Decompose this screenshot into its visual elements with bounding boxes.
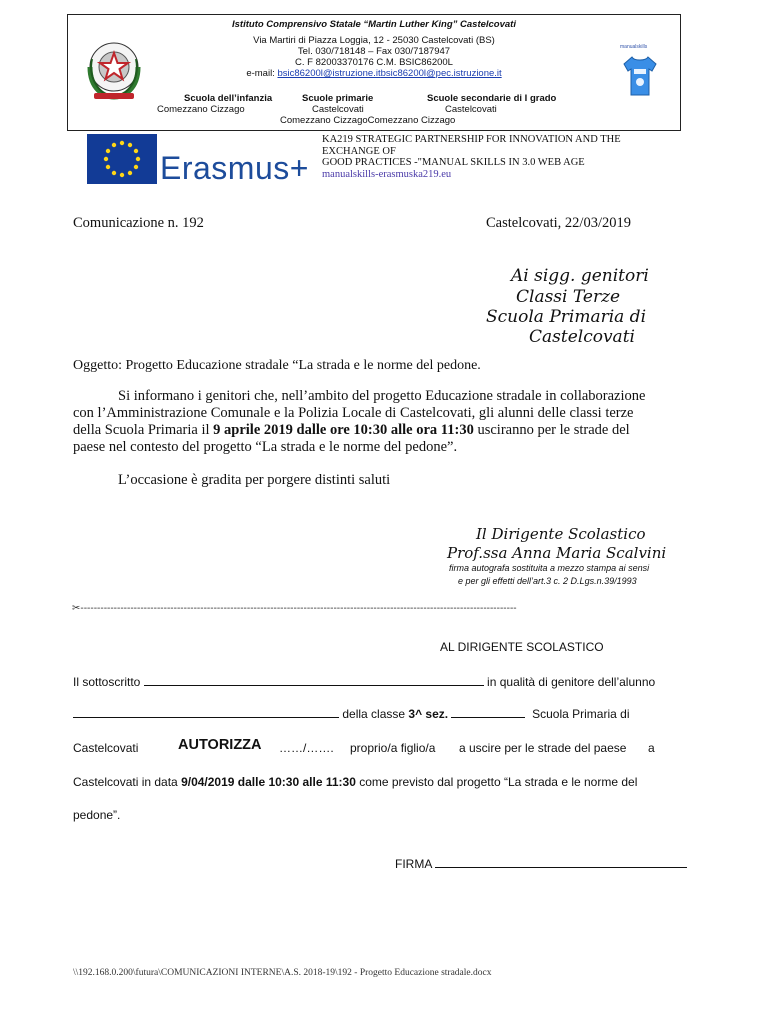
recipient-line-3: Scuola Primaria di [486,307,647,327]
paragraph-1-line-2: con l’Amministrazione Comunale e la Polizia Locale di Castelcovati, gli alunni delle classi terze [73,405,634,421]
form-l4-suffix: come previsto dal progetto “La strada e le norme del [355,775,638,789]
tshirt-logo-icon [622,55,658,97]
letter-paragraph-1 [73,388,713,456]
form-l1-suffix: in qualità di genitore dell’alunno [487,675,656,689]
erasmus-project-info [322,134,682,180]
school-email-line [68,68,680,79]
form-class-label: 3^ sez. [408,707,449,721]
form-line-1 [73,673,655,689]
erasmus-line-2: EXCHANGE OF [322,145,396,157]
school-phone: Tel. 030/718148 – Fax 030/7187947 [297,46,451,57]
erasmus-logo [87,134,157,189]
form-l3-child: proprio/a figlio/a [350,741,436,755]
parent-name-field[interactable] [144,673,484,686]
erasmus-wordmark: Erasmus+ [160,150,309,186]
student-name-field[interactable] [73,705,339,718]
primarie-location-2: Comezzano Cizzago [280,115,368,126]
form-recipient: AL DIRIGENTE SCOLASTICO [440,640,604,654]
primarie-location-1: Castelcovati [312,104,364,115]
erasmus-website-link[interactable]: manualskills-erasmuska219.eu [322,168,452,180]
oggetto: Oggetto: Progetto Educazione stradale “La strada e le norme del pedone. [73,358,481,373]
form-l3-a: a [648,741,655,755]
form-l3-choice: ……/……. [279,741,334,755]
footer-file-path: \\192.168.0.200\futura\COMUNICAZIONI INTERNE\A.S. 2018-19\192 - Progetto Educazione stradale.docx [73,968,492,978]
secondarie-title: Scuole secondarie di I grado [427,93,557,104]
closing-greeting: L’occasione è gradita per porgere distinti saluti [118,472,391,488]
paragraph-1-line-4: paese nel contesto del progetto “La strada e le norme del pedone”. [73,439,458,455]
secondarie-location-2: Comezzano Cizzago [367,115,456,126]
form-signature-line [395,855,687,871]
secondarie-location-1: Castelcovati [445,104,497,115]
eu-flag-icon [87,134,157,184]
primarie-title: Scuole primarie [302,93,374,104]
cut-line: ✂----------------------------------------------------------------------------------------------------------------------------------- [72,603,517,614]
form-l3-castelcovati: Castelcovati [73,741,139,755]
recipient-line-1: Ai sigg. genitori [511,266,649,286]
p1-line3-post: usciranno per le strade del [473,422,630,438]
signature-note-2: e per gli effetti dell’art.3 c. 2 D.Lgs.n.39/1993 [458,576,637,586]
comunicazione-number: Comunicazione n. 192 [73,215,204,231]
autorizza-label: AUTORIZZA [178,737,262,753]
signature-note-1: firma autografa sostituita a mezzo stampa ai sensi [449,563,650,573]
form-l4-label: Castelcovati in data [73,775,182,789]
recipient-line-2: Classi Terze [516,287,621,307]
recipient-line-4: Castelcovati [529,327,635,347]
event-date-time: 9 aprile 2019 dalle ore 10:30 alle ora 11:30 [213,422,474,438]
form-l2-suffix: Scuola Primaria di [532,707,630,721]
form-l4-date: 9/04/2019 dalle 10:30 alle 11:30 [181,775,356,789]
infanzia-title: Scuola dell’infanzia [184,93,273,104]
signature-title: Il Dirigente Scolastico [476,525,646,543]
form-l3-text: a uscire per le strade del paese [459,741,627,755]
infanzia-location: Comezzano Cizzago [157,104,245,115]
form-l1-label: Il sottoscritto [73,675,141,689]
firma-label: FIRMA [395,857,432,871]
pec-email-link[interactable]: bsic86200l@pec.istruzione.it [380,68,502,79]
school-address: Via Martiri di Piazza Loggia, 12 - 25030 Castelcovati (BS) [253,35,495,46]
form-line-2 [73,705,629,721]
section-field[interactable] [451,705,525,718]
signature-name: Prof.ssa Anna Maria Scalvini [447,544,667,562]
erasmus-line-1: KA219 STRATEGIC PARTNERSHIP FOR INNOVATION AND THE [322,134,621,145]
p1-line3-pre: della Scuola Primaria il [73,422,214,438]
signature-field[interactable] [435,855,687,868]
email-label: e-mail: [246,68,278,79]
school-name: Istituto Comprensivo Statale “Martin Luther King” Castelcovati [232,19,516,30]
tshirt-caption: manualskills [620,44,648,50]
place-date: Castelcovati, 22/03/2019 [486,215,631,231]
form-l2-label: della classe [342,707,409,721]
erasmus-line-3: GOOD PRACTICES -"MANUAL SKILLS IN 3.0 WEB AGE [322,157,585,168]
school-fiscal-code: C. F 82003370176 C.M. BSIC86200L [295,57,453,68]
paragraph-1-line-3 [73,422,713,439]
email-link[interactable]: bsic86200l@istruzione.it [277,68,381,79]
form-line-5: pedone”. [73,808,121,822]
paragraph-1-line-1: Si informano i genitori che, nell’ambito del progetto Educazione stradale in collaborazione [118,388,646,404]
form-line-4 [73,775,637,789]
letterhead [67,14,681,131]
comezzano-locations [280,115,455,126]
